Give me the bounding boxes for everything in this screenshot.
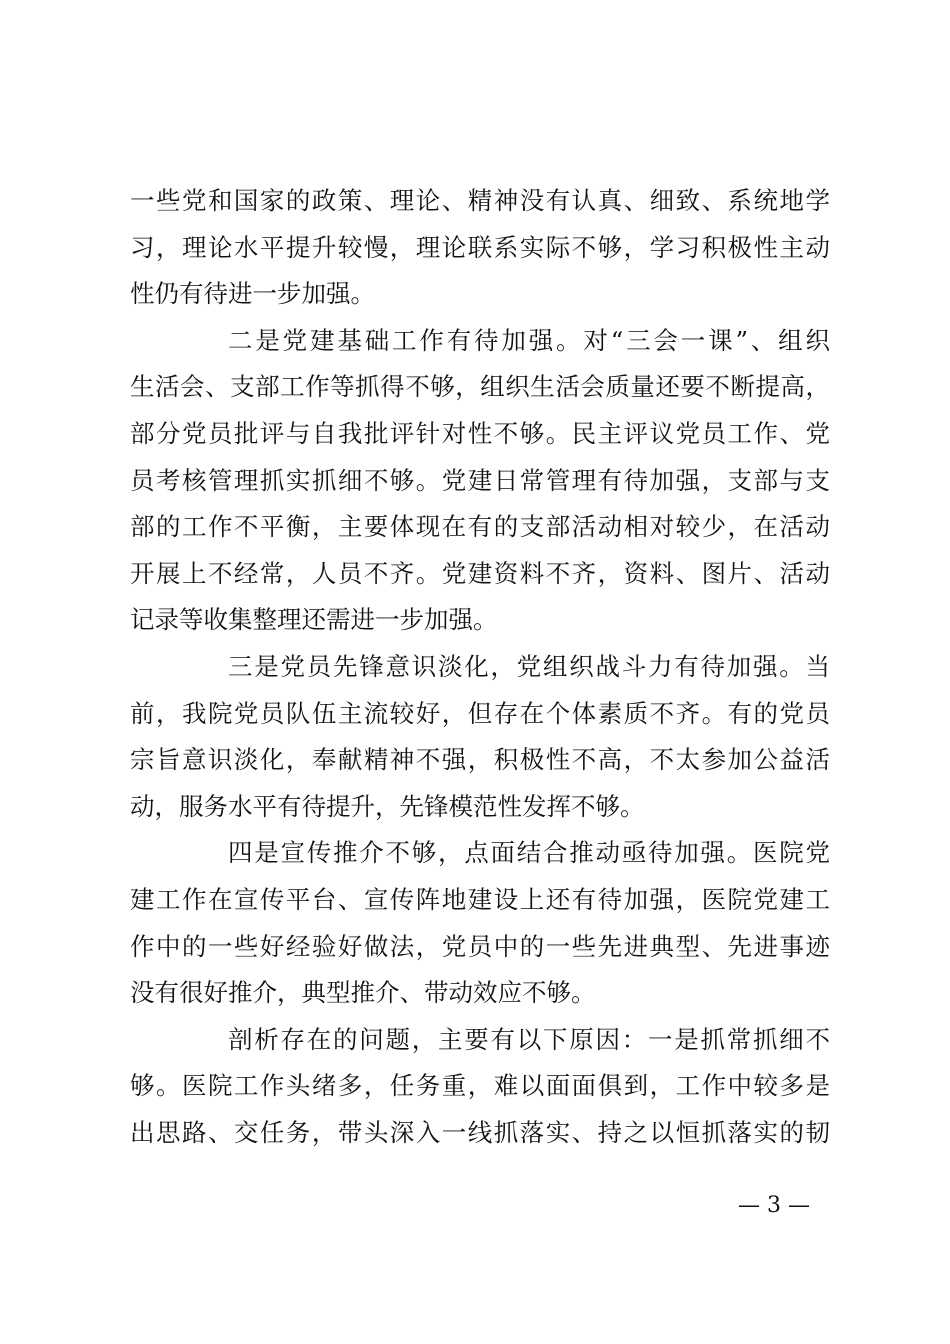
text-line: 部的工作不平衡，主要体现在有的支部活动相对较少，在活动 — [130, 512, 830, 542]
text-line: 建工作在宣传平台、宣传阵地建设上还有待加强，医院党建工 — [130, 884, 830, 914]
text-line: 三是党员先锋意识淡化，党组织战斗力有待加强。当 — [228, 651, 830, 681]
text-line: 一些党和国家的政策、理论、精神没有认真、细致、系统地学 — [130, 186, 830, 215]
text-line: 剖析存在的问题，主要有以下原因：一是抓常抓细不 — [228, 1024, 830, 1054]
text-line: 员考核管理抓实抓细不够。党建日常管理有待加强，支部与支 — [130, 465, 830, 495]
body-text — [130, 178, 830, 1156]
text-line: 前，我院党员队伍主流较好，但存在个体素质不齐。有的党员 — [130, 698, 830, 728]
page-number: — 3 — — [738, 1193, 810, 1218]
text-line: 开展上不经常，人员不齐。党建资料不齐，资料、图片、活动 — [130, 558, 830, 588]
text-line: 习，理论水平提升较慢，理论联系实际不够，学习积极性主动 — [130, 232, 830, 262]
text-line: 作中的一些好经验好做法，党员中的一些先进典型、先进事迹 — [130, 931, 830, 961]
text-line: 生活会、支部工作等抓得不够，组织生活会质量还要不断提高， — [130, 372, 830, 402]
text-line: 部分党员批评与自我批评针对性不够。民主评议党员工作、党 — [130, 418, 830, 448]
text-line: 四是宣传推介不够，点面结合推动亟待加强。医院党 — [228, 838, 830, 868]
text-line: 记录等收集整理还需进一步加强。 — [130, 605, 498, 635]
text-line: 没有很好推介，典型推介、带动效应不够。 — [130, 978, 596, 1008]
text-line: 性仍有待进一步加强。 — [130, 279, 375, 309]
text-line: 宗旨意识淡化，奉献精神不强，积极性不高，不太参加公益活 — [130, 745, 830, 775]
text-line: 二是党建基础工作有待加强。对“三会一课”、组织 — [228, 325, 830, 355]
text-line: 动，服务水平有待提升，先锋模范性发挥不够。 — [130, 791, 645, 821]
text-line: 出思路、交任务，带头深入一线抓落实、持之以恒抓落实的韧 — [130, 1117, 830, 1147]
text-line: 够。医院工作头绪多，任务重，难以面面俱到，工作中较多是 — [130, 1071, 830, 1101]
